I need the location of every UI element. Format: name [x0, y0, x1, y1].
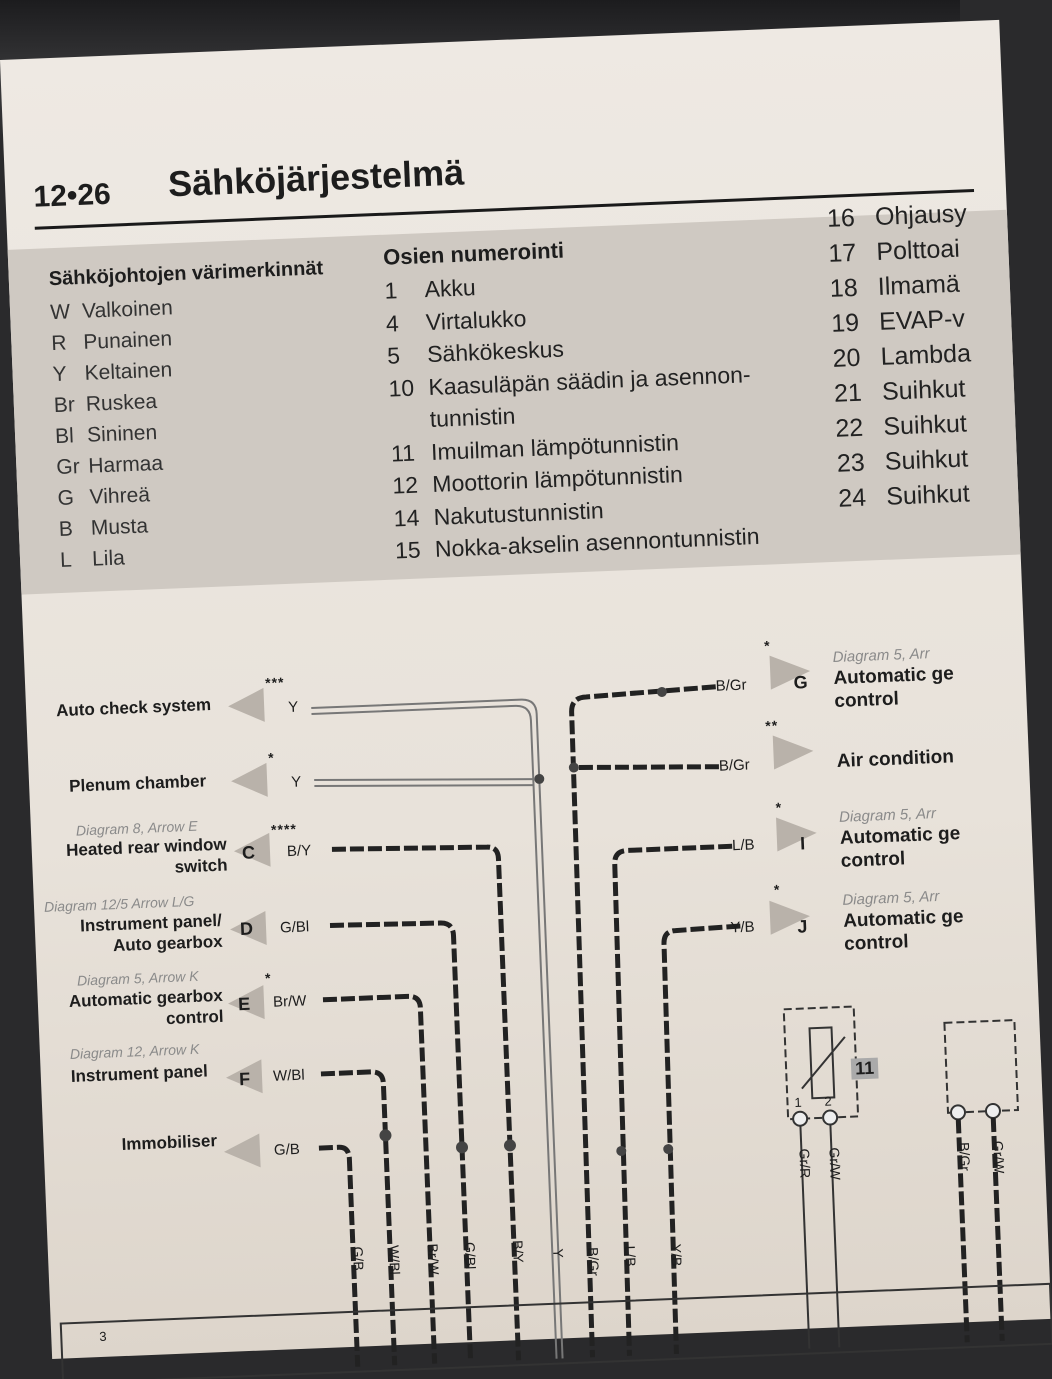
sensor-wire-grw: Gr/W — [826, 1147, 844, 1181]
part-row — [836, 441, 977, 482]
wire-code-i: L/B — [731, 836, 755, 855]
connector-letter-e: E — [237, 993, 251, 1015]
part-number: 22 — [834, 413, 864, 443]
part-name: Polttoai — [875, 234, 961, 266]
connector-label-auto-check: Auto check system — [55, 695, 212, 721]
legend-code: W — [49, 300, 71, 325]
connector-ref-d: Diagram 12/5 Arrow L/G — [43, 892, 195, 915]
legend-color-name: Musta — [90, 514, 149, 540]
connector-label-heated-rear-window: Heated rear window switch — [65, 834, 228, 877]
connector-ref-e: Diagram 5, Arrow K — [76, 967, 199, 989]
wire-code-j: Y/B — [730, 918, 755, 937]
parts-list-continued — [826, 196, 978, 516]
connector-stars-i: * — [775, 799, 783, 816]
sensor-wire-grr: Gr/R — [796, 1148, 814, 1179]
legend-code: Bl — [54, 424, 75, 449]
connector-letter-g: G — [793, 672, 809, 693]
part-row — [828, 231, 969, 272]
legend-code: Br — [53, 393, 76, 418]
legend-color-name: Harmaa — [87, 451, 164, 478]
part-name: Sähkökeskus — [426, 335, 565, 368]
part-number: 18 — [829, 273, 859, 303]
connector-ref-j: Diagram 5, Arr — [842, 887, 940, 909]
part-name: Lambda — [880, 339, 972, 371]
legend-code: R — [50, 331, 68, 356]
part-row — [832, 336, 973, 377]
connector-stars-ac: ** — [765, 717, 779, 734]
part-name: Suihkut — [882, 409, 968, 441]
part-name: EVAP-v — [878, 304, 966, 336]
part-number: 15 — [394, 536, 422, 564]
part-number: 21 — [833, 378, 863, 408]
pin-label-1: 1 — [794, 1094, 803, 1110]
bottom-wire-lb: L/B — [622, 1245, 639, 1267]
bottom-wire-brw: Br/W — [424, 1243, 443, 1275]
connector-label-i: Automatic ge control — [839, 823, 961, 872]
part-name: Moottorin lämpötunnistin — [431, 460, 684, 497]
bottom-wire-wbl: W/Bl — [385, 1244, 404, 1276]
legend-code: B — [58, 517, 74, 542]
part-name: Virtalukko — [425, 304, 527, 335]
connector-label-air-condition: Air condition — [836, 746, 955, 772]
connector-arrow-a — [227, 688, 264, 723]
wire-code-f: W/Bl — [272, 1066, 305, 1085]
part-number: 20 — [832, 343, 862, 373]
page-header — [32, 130, 991, 214]
part-number: 12 — [391, 471, 419, 499]
page-number: 12•26 — [32, 177, 112, 214]
part-name: Suihkut — [884, 444, 969, 476]
color-legend-heading: Sähköjohtojen värimerkinnät — [48, 257, 324, 291]
connector-stars-plenum: * — [267, 749, 275, 766]
part-number: 10 — [387, 374, 415, 402]
legend-color-name: Vihreä — [89, 483, 151, 509]
pin-label-2: 2 — [824, 1093, 832, 1109]
legend-code: Y — [52, 362, 68, 387]
part-number: 19 — [830, 308, 860, 338]
connector-letter-i: I — [799, 833, 806, 854]
box-corner-number: 3 — [99, 1328, 107, 1345]
legend-code: G — [57, 486, 75, 511]
connector-ref-f: Diagram 12, Arrow K — [69, 1040, 200, 1062]
connector-stars-g: * — [763, 637, 771, 654]
wire-code-g: B/Gr — [715, 676, 747, 695]
connector-label-immobiliser: Immobiliser — [121, 1131, 218, 1154]
connector-stars-j: * — [773, 881, 781, 898]
wire-code-immobiliser: G/B — [273, 1140, 301, 1159]
bottom-wire-bgr: B/Gr — [585, 1246, 603, 1277]
legend-color-name: Punainen — [82, 327, 173, 354]
part-name: Nokka-akselin asennontunnistin — [434, 522, 760, 562]
legend-code: L — [59, 548, 73, 572]
part-row — [829, 266, 970, 307]
connector-label-auto-gearbox: Automatic gearbox control — [68, 985, 224, 1029]
connector-stars-auto-check: *** — [264, 674, 285, 691]
color-legend — [48, 257, 335, 576]
page-title: Sähköjärjestelmä — [167, 151, 465, 205]
part-number — [390, 427, 430, 429]
component-number-11: 11 — [851, 1058, 879, 1080]
wire-code-c: B/Y — [286, 842, 312, 861]
part-number: 23 — [836, 448, 866, 478]
legend-color-name: Lila — [91, 546, 126, 571]
connector-label-g: Automatic ge control — [833, 663, 955, 713]
part-number: 11 — [390, 439, 416, 467]
legend-color-name: Sininen — [86, 421, 158, 447]
part-number: 1 — [384, 277, 398, 304]
part-number: 5 — [386, 342, 401, 369]
wire-code-auto-check: Y — [287, 698, 299, 716]
part-name: Suihkut — [881, 374, 966, 406]
connector-letter-j: J — [797, 916, 808, 937]
part-name: Suihkut — [885, 479, 971, 511]
connector-letter-d: D — [239, 918, 254, 940]
legend-color-name: Keltainen — [84, 358, 173, 385]
part-row — [838, 476, 979, 517]
connector-arrow-b — [230, 763, 267, 798]
part-number: 24 — [837, 483, 867, 513]
part-row — [833, 371, 974, 412]
part-number: 16 — [826, 203, 856, 233]
connector-label-instrument-panel: Instrument panel — [70, 1061, 209, 1086]
bottom-wire-gb: G/B — [349, 1246, 367, 1272]
connector-letter-c: C — [241, 842, 256, 863]
connector-arrow-right-ac — [773, 734, 814, 770]
wire-code-plenum: Y — [290, 773, 302, 791]
connector-arrow-g — [223, 1133, 260, 1168]
part-name: Imuilman lämpötunnistin — [430, 428, 680, 465]
connector-arrow-right-i — [776, 816, 817, 852]
connector-label-instrument-auto: Instrument panel/ Auto gearbox — [79, 910, 223, 956]
wire-code-d: G/Bl — [279, 918, 310, 937]
connector-label-plenum: Plenum chamber — [68, 771, 207, 796]
part-number: 4 — [385, 309, 400, 337]
bottom-wire-by: B/Y — [509, 1239, 527, 1264]
part-name: Ilmamä — [877, 269, 961, 301]
connector-stars-e: * — [264, 969, 272, 987]
manual-page — [0, 20, 1051, 1359]
part-name: tunnistin — [429, 402, 516, 433]
sensor-wire-grw-2: Gr/W — [990, 1140, 1008, 1174]
connector-ref-i: Diagram 5, Arr — [838, 805, 937, 826]
connector-ref-c: Diagram 8, Arrow E — [75, 817, 198, 839]
part-row — [826, 196, 967, 237]
connector-label-j: Automatic ge control — [842, 906, 964, 955]
part-number: 14 — [393, 504, 420, 532]
sensor-wire-bgr: B/Gr — [956, 1141, 974, 1172]
part-name: Nakutustunnistin — [433, 496, 605, 530]
part-name: Ohjausy — [874, 199, 968, 231]
connector-stars-c: **** — [270, 820, 298, 838]
part-number: 17 — [827, 238, 857, 268]
legend-code: Gr — [55, 455, 81, 480]
connector-ref-g: Diagram 5, Arr — [832, 645, 930, 667]
connector-letter-f: F — [238, 1068, 251, 1090]
wiring-diagram — [22, 579, 1052, 1379]
bottom-wire-y: Y — [550, 1248, 567, 1259]
part-name: Akku — [424, 274, 477, 303]
parts-list-heading: Osien numerointi — [382, 237, 565, 270]
parts-list — [383, 230, 760, 567]
bottom-wire-gbl: G/Bl — [461, 1241, 479, 1270]
part-name: Kaasuläpän säädin ja asennon- — [427, 360, 751, 400]
legend-color-name: Ruskea — [85, 389, 158, 416]
legend-color-name: Valkoinen — [81, 296, 174, 323]
part-row — [835, 406, 976, 447]
bottom-wire-yb: Y/B — [668, 1243, 685, 1267]
part-row — [831, 301, 972, 342]
wire-code-e: Br/W — [272, 992, 307, 1011]
wire-code-ac: B/Gr — [718, 756, 751, 775]
